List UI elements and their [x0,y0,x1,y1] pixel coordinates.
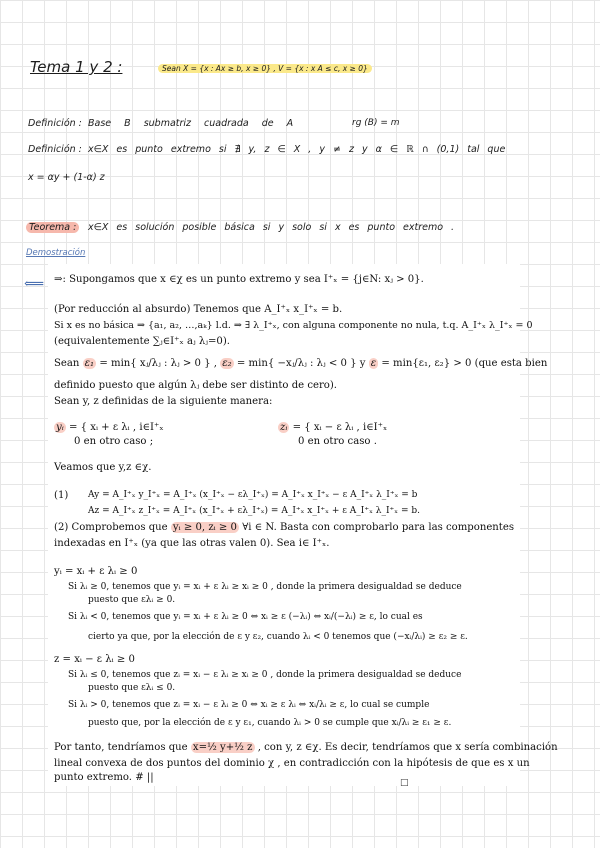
proof-line-5 [54,358,547,371]
epsilon-2-highlight: ε₂ [222,358,232,369]
y-def-case-2: 0 en otro caso ; [74,436,154,447]
conclusion-line-3: punto extremo. # || [54,772,154,783]
definition-2-formula: x = αy + (1-α) z [28,172,105,183]
definition-2-text: x∈X es punto extremo si ∄ y, z ∈ X , y ≠ z y α ∈ ℝ ∩ (0,1) tal que [88,144,506,155]
step-2-rest: ∀i ∈ N. Basta con comprobarlo para las componentes [242,522,515,533]
z-i-highlight: zᵢ [280,422,288,433]
notes-title: Tema 1 y 2 : [30,58,123,76]
conclusion-rest: , con y, z ∈χ. Es decir, tendríamos que x sería combinación [257,742,558,753]
y-case-2: Si λᵢ < 0, tenemos que yᵢ = xᵢ + ε λᵢ ≥ 0 ⇔ xᵢ ≥ ε (−λᵢ) ⇔ xᵢ/(−λᵢ) ≥ ε, lo cual es [68,612,423,622]
theorem-text: x∈X es solución posible básica si y solo si x es punto extremo . [88,222,455,233]
epsilon-def: = min{ε₁, ε₂} > 0 (que esta bien [381,358,548,369]
proof-line-8: Veamos que y,z ∈χ. [54,462,152,473]
nonnegativity-highlight: yᵢ ≥ 0, zᵢ ≥ 0 [172,522,237,533]
y-i-highlight: yᵢ [56,422,64,433]
z-def-case-1: = { xᵢ − ε λᵢ , i∈I⁺ₓ [292,422,388,433]
step-1-number: (1) [54,490,69,501]
y-def-case-1: = { xᵢ + ε λᵢ , i∈I⁺ₓ [68,422,164,433]
z-case-2: Si λᵢ > 0, tenemos que zᵢ = xᵢ − ε λᵢ ≥ 0 ⇔ xᵢ ≥ ε λᵢ ⇔ xᵢ/λᵢ ≥ ε, lo cual se cumple [68,700,430,710]
step-2-line-2: indexadas en I⁺ₓ (ya que las otras valen 0). Sea i∈ I⁺ₓ. [54,538,330,549]
z-case-1: Si λᵢ ≤ 0, tenemos que zᵢ = xᵢ − ε λᵢ ≥ xᵢ ≥ 0 , donde la primera desigualdad se deduce [68,670,462,680]
definition-1-text: Base B submatriz cuadrada de A [88,118,294,129]
qed-symbol: □ [400,778,409,788]
z-def-case-2: 0 en otro caso . [298,436,377,447]
proof-line-3: Si x es no básica ⇒ {a₁, a₂, …,aₖ} l.d. ⇒ ∃ λ_I⁺ₓ, con alguna componente no nula, t.q. A_I⁺ₓ λ_I⁺ₓ = 0 [54,320,533,331]
proof-line-6: definido puesto que algún λⱼ debe ser distinto de cero). [54,380,338,391]
epsilon-2-def: = min{ −xⱼ/λⱼ : λⱼ < 0 } y [236,358,366,369]
z-case-2b: puesto que, por la elección de ε y ε₁, cuando λᵢ > 0 se cumple que xᵢ/λᵢ ≥ ε₁ ≥ ε. [88,718,452,728]
z-case-1b: puesto que ελᵢ ≤ 0. [88,683,176,693]
y-case-2b: cierto ya que, por la elección de ε y ε₂, cuando λᵢ < 0 tenemos que (−xᵢ/λᵢ) ≥ ε₂ ≥ ε. [88,632,468,642]
definition-1-label: Definición : [28,118,82,129]
epsilon-1-highlight: ε₁ [84,358,95,369]
y-case-1b: puesto que ελᵢ ≥ 0. [88,595,176,605]
step-1-ay: Ay = A_I⁺ₓ y_I⁺ₓ = A_I⁺ₓ (x_I⁺ₓ − ελ_I⁺ₓ) = A_I⁺ₓ x_I⁺ₓ − ε A_I⁺ₓ λ_I⁺ₓ = b [88,490,418,500]
y-case-1: Si λᵢ ≥ 0, tenemos que yᵢ = xᵢ + ε λᵢ ≥ xᵢ ≥ 0 , donde la primera desigualdad se deduce [68,582,462,592]
left-arrow-icon: ⟸ [24,276,45,292]
convex-combination-highlight: x=½ y+½ z [192,742,253,753]
step-2-line-1 [54,522,514,535]
proof-line-4: (equivalentemente ∑ⱼ∈I⁺ₓ aⱼ λⱼ=0). [54,336,230,347]
proof-line-1: ⇒: Supongamos que x ∈χ es un punto extremo y sea I⁺ₓ = {j∈N: xⱼ > 0}. [54,274,424,285]
epsilon-1-def: = min{ xⱼ/λⱼ : λⱼ > 0 } , [99,358,217,369]
y-nonneg-head: yᵢ = xᵢ + ε λᵢ ≥ 0 [54,566,138,577]
z-nonneg-head: z = xᵢ − ε λᵢ ≥ 0 [54,654,135,665]
conclusion-intro: Por tanto, tendríamos que [54,742,188,753]
definition-1-rank: rg (B) = m [352,118,400,128]
step-2-intro: (2) Comprobemos que [54,522,168,533]
pasted-proof [48,264,558,786]
definition-2-label: Definición : [28,144,82,155]
conclusion-line-1 [54,742,558,755]
proof-line-2: (Por reducción al absurdo) Tenemos que A_I⁺ₓ x_I⁺ₓ = b. [54,304,343,315]
epsilon-highlight: ε [370,358,377,369]
conclusion-line-2: lineal convexa de dos puntos del dominio χ , en contradicción con la hipótesis de que es x un [54,758,530,769]
proof-label: Demostración [26,248,86,258]
z-definition [278,422,387,435]
sean-text: Sean [54,358,80,369]
sets-definition-highlight: Sean X = {x : Ax ≥ b, x ≥ 0} , V = {x : x A ≤ c, x ≥ 0} [158,64,372,73]
y-definition [54,422,164,435]
step-1-az: Az = A_I⁺ₓ z_I⁺ₓ = A_I⁺ₓ (x_I⁺ₓ + ελ_I⁺ₓ) = A_I⁺ₓ x_I⁺ₓ + ε A_I⁺ₓ λ_I⁺ₓ = b. [88,506,420,516]
theorem-label: Teorema : [26,222,79,233]
proof-line-7: Sean y, z definidas de la siguiente manera: [54,396,273,407]
